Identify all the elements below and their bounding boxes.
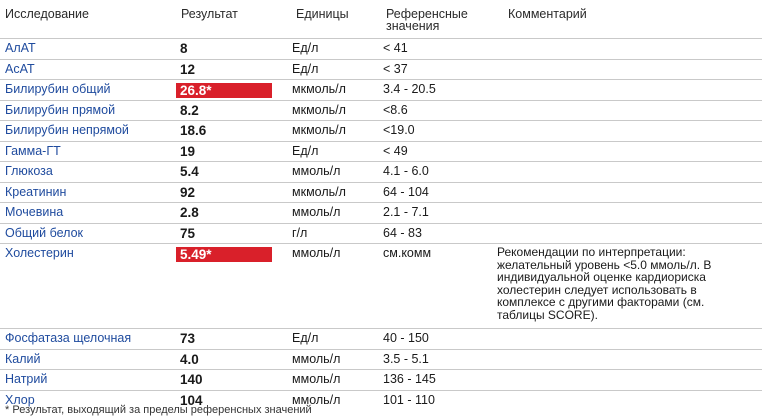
header-test: Исследование: [5, 7, 89, 21]
result-value-abnormal: 5.49*: [176, 247, 272, 262]
result-unit: ммоль/л: [292, 351, 341, 366]
test-name: Холестерин: [5, 246, 74, 260]
reference-range: см.комм: [383, 246, 432, 260]
reference-range: 2.1 - 7.1: [383, 205, 429, 219]
test-name: Глюкоза: [5, 164, 53, 178]
header-result: Результат: [181, 7, 238, 21]
result-unit: ммоль/л: [292, 372, 341, 386]
result-unit: мкмоль/л: [292, 82, 346, 96]
reference-range: 101 - 110: [383, 392, 435, 407]
result-value-abnormal: 26.8*: [176, 83, 272, 98]
result-unit: мкмоль/л: [292, 123, 346, 137]
result-value: 8: [180, 41, 188, 56]
result-value: 92: [180, 184, 196, 200]
reference-range: <8.6: [383, 102, 408, 117]
table-row: [0, 349, 762, 370]
result-unit: мкмоль/л: [292, 184, 346, 199]
result-unit: мкмоль/л: [292, 102, 346, 117]
result-value: 4.0: [180, 351, 199, 367]
result-value: 104: [180, 392, 203, 408]
test-name: Билирубин непрямой: [5, 123, 129, 137]
table-row: [0, 38, 762, 59]
result-value: 75: [180, 225, 196, 241]
header-comment: Комментарий: [508, 7, 587, 21]
test-name: Натрий: [5, 372, 48, 386]
results-table: [0, 38, 762, 410]
result-unit: ммоль/л: [292, 246, 341, 260]
result-value: 19: [180, 143, 196, 159]
reference-range: 40 - 150: [383, 331, 429, 345]
test-name: Гамма-ГТ: [5, 143, 61, 158]
table-row: [0, 243, 762, 328]
result-unit: г/л: [292, 225, 308, 240]
table-row: [0, 369, 762, 390]
result-unit: ммоль/л: [292, 392, 341, 407]
reference-range: < 37: [383, 61, 408, 76]
test-name: АлАТ: [5, 41, 36, 55]
test-name: Креатинин: [5, 184, 67, 199]
table-row: [0, 79, 762, 100]
reference-range: 64 - 104: [383, 184, 429, 199]
test-name: Общий белок: [5, 225, 84, 240]
result-value: 18.6: [180, 123, 207, 138]
table-row: [0, 161, 762, 182]
reference-range: 64 - 83: [383, 225, 422, 240]
reference-range: 4.1 - 6.0: [383, 164, 429, 178]
header-reference: Референсные значения: [386, 7, 468, 33]
reference-range: <19.0: [383, 123, 415, 137]
test-name: Фосфатаза щелочная: [5, 331, 132, 345]
test-name: Хлор: [5, 392, 35, 407]
table-row: [0, 59, 762, 80]
test-name: Билирубин общий: [5, 82, 111, 96]
header-units: Единицы: [296, 7, 349, 21]
result-value: 2.8: [180, 205, 199, 220]
test-name: Билирубин прямой: [5, 102, 116, 117]
result-unit: Ед/л: [292, 41, 319, 55]
result-value: 73: [180, 331, 196, 346]
result-value: 8.2: [180, 102, 199, 118]
result-value: 12: [180, 61, 196, 77]
footnote: * Результат, выходящий за пределы референсных значений: [5, 404, 312, 416]
result-unit: ммоль/л: [292, 164, 341, 178]
result-unit: Ед/л: [292, 331, 319, 345]
result-value: 5.4: [180, 164, 199, 179]
test-name: Мочевина: [5, 205, 64, 219]
result-unit: ммоль/л: [292, 205, 341, 219]
result-unit: Ед/л: [292, 143, 319, 158]
result-value: 140: [180, 372, 203, 387]
table-row: [0, 100, 762, 121]
table-row: [0, 202, 762, 223]
result-unit: Ед/л: [292, 61, 319, 76]
reference-range: < 49: [383, 143, 408, 158]
table-row: [0, 141, 762, 162]
test-name: Калий: [5, 351, 41, 366]
table-row: [0, 223, 762, 244]
table-row: [0, 182, 762, 203]
table-row: [0, 120, 762, 141]
reference-range: < 41: [383, 41, 408, 55]
table-row: [0, 328, 762, 349]
reference-range: 136 - 145: [383, 372, 436, 386]
reference-range: 3.5 - 5.1: [383, 351, 429, 366]
reference-range: 3.4 - 20.5: [383, 82, 436, 96]
test-name: АсАТ: [5, 61, 35, 76]
result-comment: Рекомендации по интерпретации: желательный уровень <5.0 ммоль/л. В индивидуальной оценке кардиориска холестерин следует использовать в комплексе с другими факторами (см. таблицы SCORE).: [497, 245, 712, 322]
